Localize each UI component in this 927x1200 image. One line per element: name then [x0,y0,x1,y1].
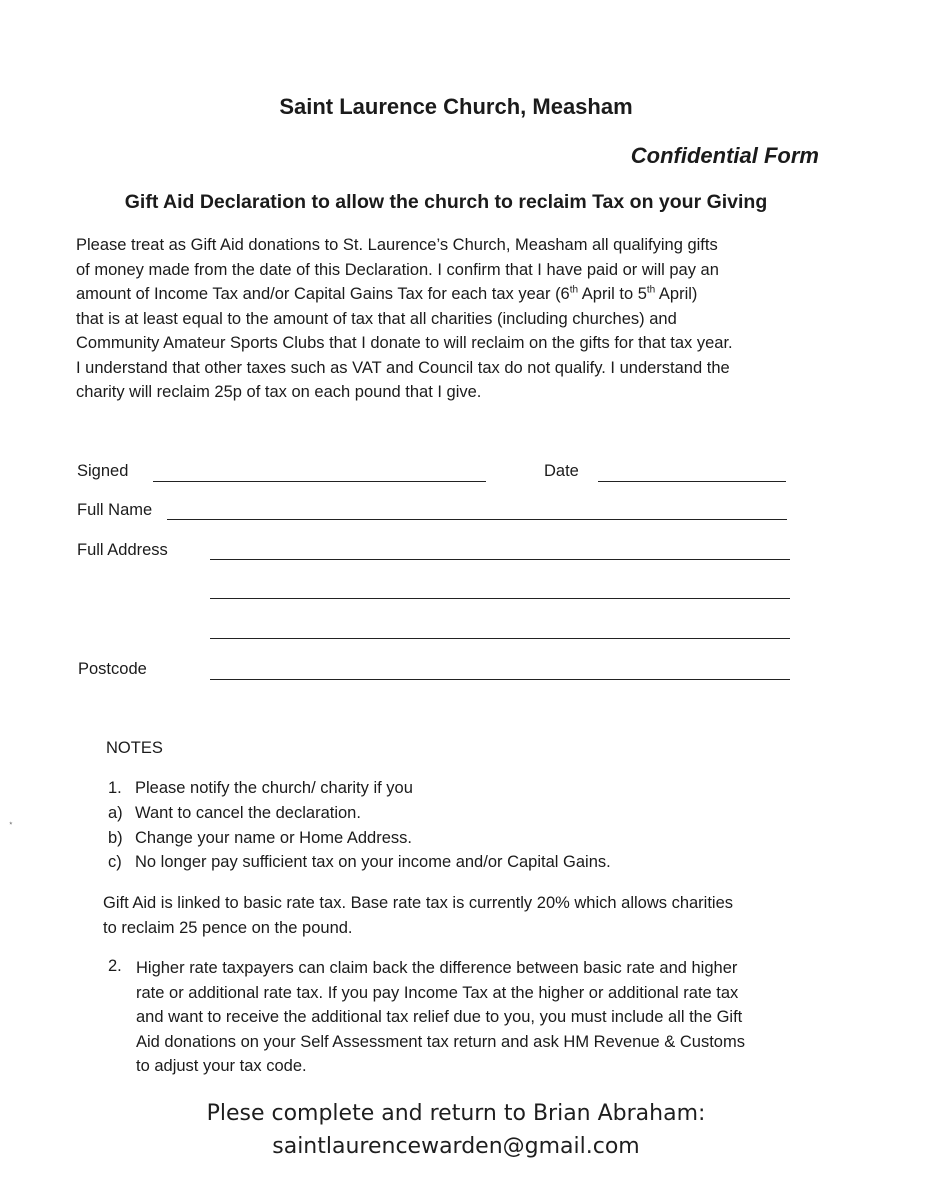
paragraph-line: Aid donations on your Self Assessment tax return and ask HM Revenue & Customs [136,1032,745,1051]
signature-field[interactable] [153,481,486,482]
full-name-field[interactable] [167,519,787,520]
list-marker: 1. [108,779,122,797]
declaration-text [76,233,836,405]
note-item: Please notify the church/ charity if you [135,779,413,797]
declaration-line-part: April) [655,285,698,303]
postcode-field[interactable] [210,679,790,680]
address-line-2-field[interactable] [210,598,790,599]
declaration-line: that is at least equal to the amount of tax that all charities (including churches) and [76,309,677,328]
date-label: Date [544,462,579,480]
paragraph-line: Gift Aid is linked to basic rate tax. Base rate tax is currently 20% which allows charities [103,894,734,912]
page-title: Saint Laurence Church, Measham [279,94,633,119]
higher-rate-paragraph [136,956,745,1079]
contact-email: saintlaurencewarden@gmail.com [272,1134,640,1159]
declaration-line: Community Amateur Sports Clubs that I donate to will reclaim on the gifts for that tax year. [76,334,733,352]
declaration-line-part: April to 5 [578,285,647,303]
scan-mark: ⋆ [8,818,14,828]
declaration-line [76,282,836,307]
date-field[interactable] [598,481,786,482]
list-marker: a) [108,804,123,822]
full-name-label: Full Name [77,501,153,519]
address-line-1-field[interactable] [210,559,790,560]
paragraph-line: Higher rate taxpayers can claim back the difference between basic rate and higher [136,959,738,977]
note-subitem: Change your name or Home Address. [135,829,412,847]
declaration-line: charity will reclaim 25p of tax on each pound that I give. [76,383,482,401]
note-subitem: No longer pay sufficient tax on your income and/or Capital Gains. [135,853,611,871]
note-subitem: Want to cancel the declaration. [135,804,361,822]
paragraph-line: and want to receive the additional tax relief due to you, you must include all the Gift [136,1008,743,1026]
declaration-heading: Gift Aid Declaration to allow the church to reclaim Tax on your Giving [124,191,768,213]
ordinal-suffix: th [569,284,579,296]
list-marker: c) [108,853,122,871]
paragraph-line: to adjust your tax code. [136,1057,307,1075]
list-marker: b) [108,829,123,847]
address-line-3-field[interactable] [210,638,790,639]
ordinal-suffix: th [646,284,656,296]
paragraph-line: rate or additional rate tax. If you pay Income Tax at the higher or additional rate tax [136,983,739,1002]
declaration-line: Please treat as Gift Aid donations to St. Laurence’s Church, Measham all qualifying gifts [76,236,718,254]
full-address-label: Full Address [77,541,168,559]
declaration-line-part: amount of Income Tax and/or Capital Gains Tax for each tax year (6 [76,285,570,303]
signed-label: Signed [77,462,129,480]
gift-aid-paragraph [103,891,733,940]
declaration-line: of money made from the date of this Declaration. I confirm that I have paid or will pay an [76,260,719,279]
confidential-label: Confidential Form [630,143,819,168]
postcode-label: Postcode [78,660,147,678]
notes-heading: NOTES [106,739,163,757]
list-marker: 2. [108,957,122,975]
declaration-line: I understand that other taxes such as VAT and Council tax do not qualify. I understand the [76,358,730,377]
return-instructions: Plese complete and return to Brian Abraham: [206,1101,706,1126]
paragraph-line: to reclaim 25 pence on the pound. [103,918,353,937]
